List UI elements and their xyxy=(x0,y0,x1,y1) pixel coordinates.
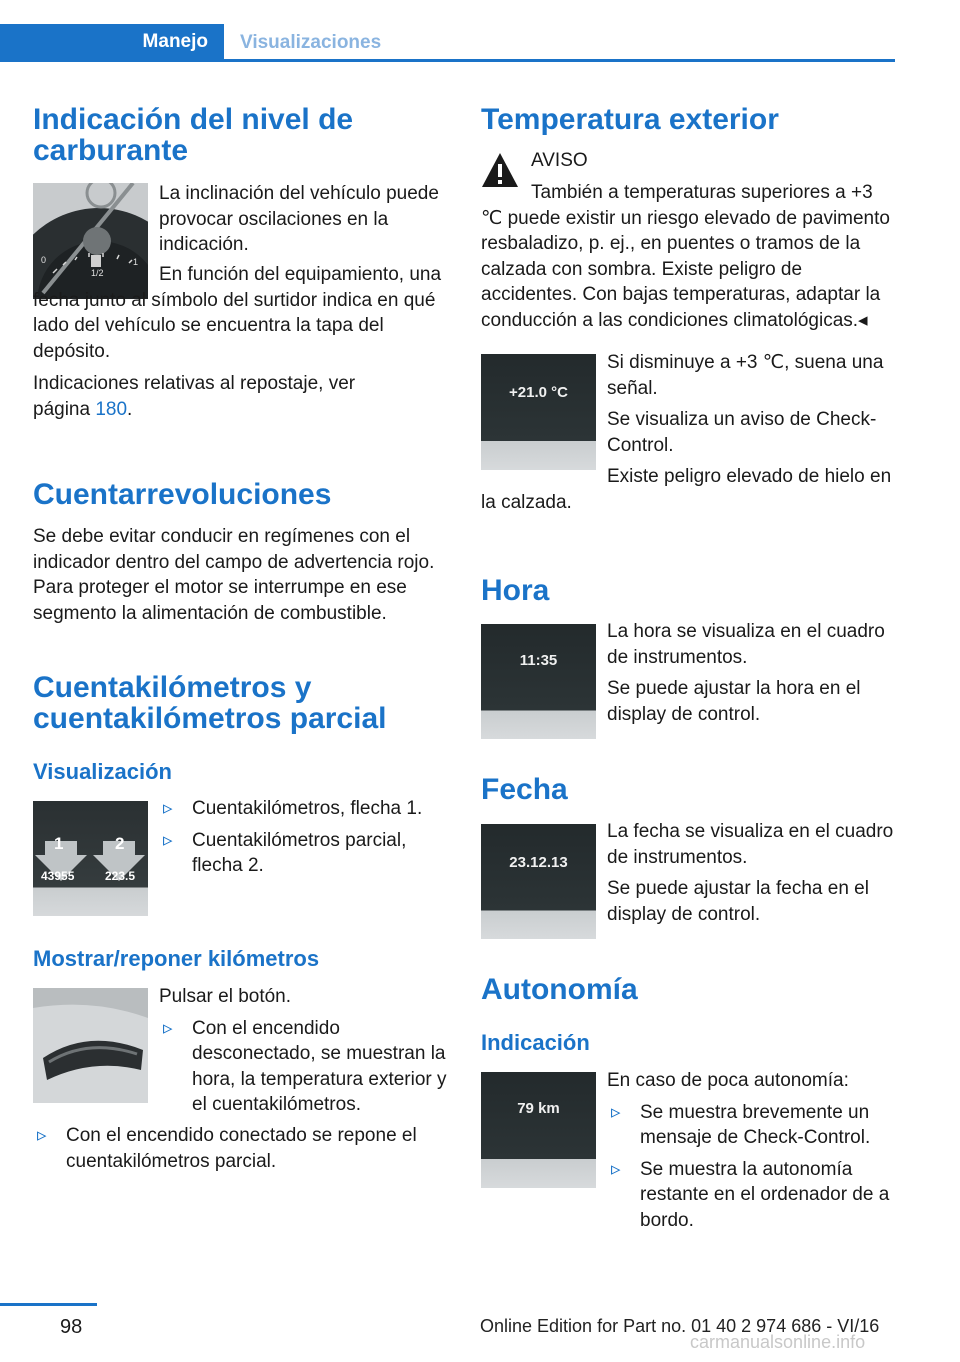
hora-paragraphs: La hora se visualiza en el cuadro de instrumentos. Se puede ajustar la hora en el display de control. xyxy=(607,621,885,725)
trip-value: 223.5 xyxy=(105,869,136,883)
temp-readout: +21.0 °C xyxy=(509,384,568,401)
odometer-heading: Cuentakilómetros y cuentakilómetros parcial xyxy=(33,671,387,735)
arrow-down-icons xyxy=(33,801,148,916)
fuel-paragraph-2: En función del equipamiento, una fecha junto al símbolo del surtidor indica en qué lado del vehículo se encuentra la tapa del depósito. xyxy=(33,264,442,362)
odometer-image xyxy=(33,801,148,916)
temp-paragraph-3: Existe peligro elevado de hielo en la calzada. xyxy=(481,466,892,513)
temp-display-image xyxy=(481,354,596,470)
fuel-paragraph-1: La inclinación del vehículo puede provocar oscilaciones en la indicación. xyxy=(159,183,439,255)
temp-paragraphs: Si disminuye a +3 ℃, suena una señal. Se visualiza un aviso de Check-Control. xyxy=(607,352,884,456)
rev-paragraph: Se debe evitar conducir en regímenes con el indicador dentro del campo de advertencia rojo. Para proteger el motor se interrumpe en ese segmento la alimentación de combustible. xyxy=(33,526,435,624)
footer-rule xyxy=(0,1303,97,1306)
section-tab[interactable]: Visualizaciones xyxy=(240,32,382,53)
page-number: 98 xyxy=(60,1316,83,1338)
list-item: ▹ Se muestra la autonomía restante en el ordenador de a bordo. xyxy=(607,1157,895,1234)
fuel-heading: Indicación del nivel de carburante xyxy=(33,103,354,167)
vis-list xyxy=(159,796,444,879)
rev-heading: Cuentarrevoluciones xyxy=(33,478,332,511)
hora-heading: Hora xyxy=(481,574,550,607)
reset-heading: Mostrar/reponer kilómetros xyxy=(33,946,320,971)
page-link-180[interactable]: 180 xyxy=(95,398,128,420)
list-item: ▹ Con el encendido desconectado, se muestran la hora, la temperatura exterior y el cuentakilómetros. xyxy=(159,1016,449,1118)
autonomia-text: En caso de poca autonomía: ▹ Se muestra brevemente un mensaje de Check-Control. ▹ Se muestra la autonomía restante en el ordenador de a bordo. xyxy=(607,1068,895,1233)
gauge-label-1: 1 xyxy=(133,257,139,267)
visualizacion-heading: Visualización xyxy=(33,759,172,784)
header-rule xyxy=(0,59,895,62)
watermark: carmanualsonline.info xyxy=(690,1332,866,1352)
reset-list-2 xyxy=(33,1123,445,1174)
gauge-label-half: 1/2 xyxy=(91,268,104,278)
range-readout: 79 km xyxy=(517,1100,560,1117)
hora-readout: 11:35 xyxy=(519,652,558,669)
fecha-readout: 23.12.13 xyxy=(509,854,568,871)
list-item: ▹ Cuentakilómetros, flecha 1. xyxy=(159,796,444,822)
fecha-heading: Fecha xyxy=(481,773,568,806)
arrow-2-label: 2 xyxy=(115,834,125,853)
fecha-paragraphs: La fecha se visualiza en el cuadro de instrumentos. Se puede ajustar la fecha en el display de control. xyxy=(607,821,894,925)
reset-text: Pulsar el botón. ▹ Con el encendido desconectado, se muestran la hora, la temperatura exterior y el cuentakilómetros. xyxy=(159,984,449,1118)
list-item: ▹ Cuentakilómetros parcial, flecha 2. xyxy=(159,828,444,879)
temp-heading: Temperatura exterior xyxy=(481,103,779,136)
arrow-1-label: 1 xyxy=(54,834,64,853)
gauge-label-0: 0 xyxy=(41,255,47,265)
fecha-display-image xyxy=(481,824,596,939)
chapter-tab[interactable]: Manejo xyxy=(0,24,224,59)
autonomia-heading: Autonomía xyxy=(481,973,638,1006)
list-item: ▹ Se muestra brevemente un mensaje de Check-Control. xyxy=(607,1100,895,1151)
edition-text: Online Edition for Part no. 01 40 2 974 686 - VI/16 xyxy=(480,1316,880,1336)
reset-button-image xyxy=(33,988,148,1103)
autonomia-display-image xyxy=(481,1072,596,1188)
list-item: ▹ Con el encendido conectado se repone el cuentakilómetros parcial. xyxy=(33,1123,445,1174)
indicacion-heading: Indicación xyxy=(481,1030,590,1055)
aviso-label: AVISO xyxy=(531,150,588,171)
aviso-text: También a temperaturas superiores a +3 ℃ puede existir un riesgo elevado de pavimento resbaladizo, p. ej., en puentes o tramos de la calzada con sombra. Existe peligro de accidentes. Con bajas temperaturas, adaptar la conducción a las condiciones climatológicas.◂ xyxy=(481,182,890,331)
hora-display-image xyxy=(481,624,596,739)
button-icon xyxy=(33,988,148,1103)
fuel-paragraph-3: Indicaciones relativas al repostaje, ver página 180. xyxy=(33,373,356,420)
odometer-value: 43955 xyxy=(41,869,75,883)
